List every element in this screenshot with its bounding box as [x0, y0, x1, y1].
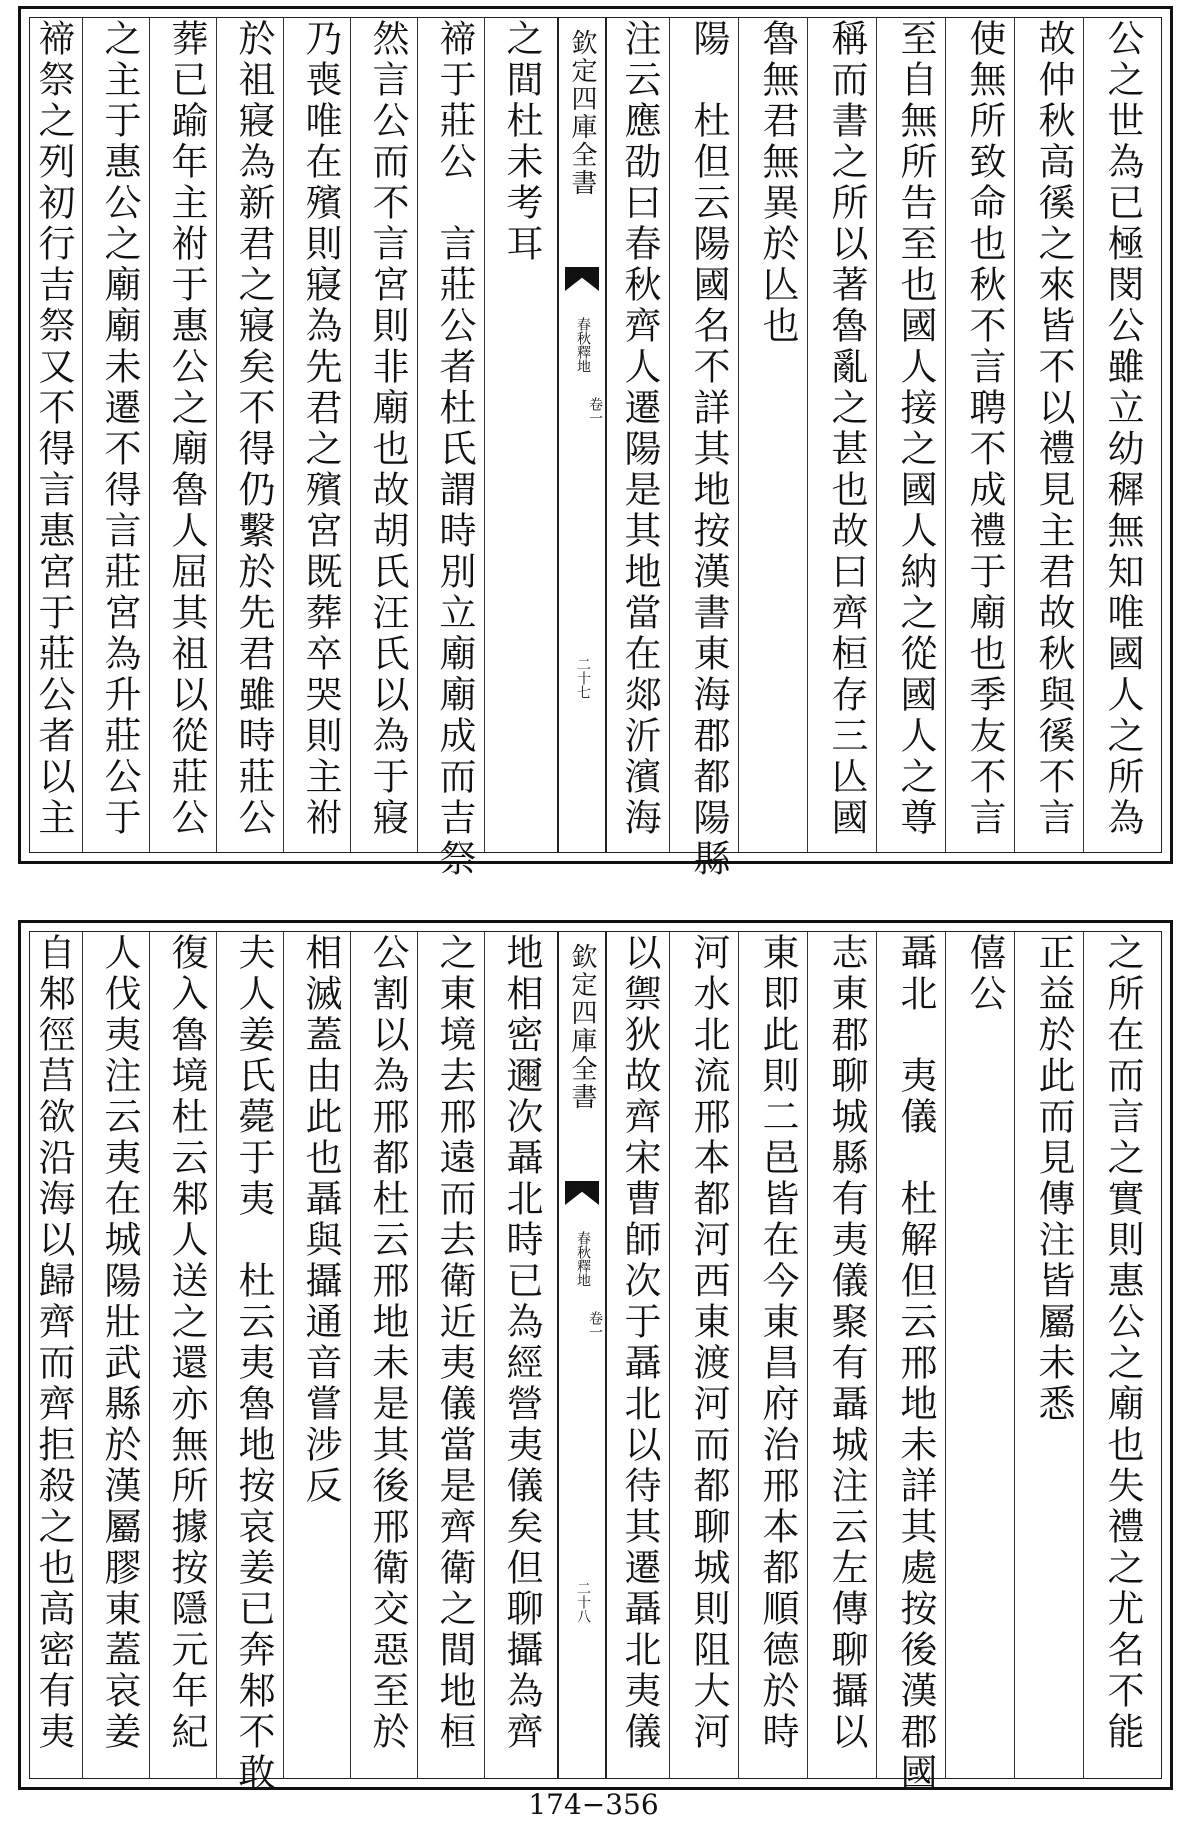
text-column: 魯無君無異於亾也 — [756, 19, 799, 347]
bottom-right-col-5 — [816, 933, 876, 1777]
bottom-right-col-6 — [747, 933, 807, 1777]
fishtail-mark — [565, 267, 599, 291]
column-rule — [876, 17, 877, 853]
page-number: 174−356 — [528, 1788, 659, 1821]
bottom-right-col-2 — [1023, 933, 1083, 1777]
text-column: 公之世為已極閔公雖立幼穉無知唯國人之所為 — [1101, 19, 1144, 839]
top-right-col-5 — [816, 19, 876, 851]
bottom-right-col-3 — [954, 933, 1014, 1777]
column-rule — [669, 931, 670, 1779]
top-left-col-4 — [290, 19, 350, 851]
text-column: 自邾徑莒欲沿海以歸齊而齊拒殺之也高密有夷 — [32, 933, 75, 1753]
bottom-left-col-4 — [290, 933, 350, 1777]
text-column: 東即此則二邑皆在今東昌府治邢本都順德於時 — [756, 933, 799, 1753]
top-right-col-4 — [885, 19, 945, 851]
center-title: 欽定四庫全書 — [567, 29, 597, 197]
text-column: 於祖寢為新君之寢矣不得仍繫於先君雖時莊公 — [232, 19, 275, 839]
text-column: 僖公 — [963, 933, 1006, 1015]
text-column: 人伐夷注云夷在城陽壯武縣於漢屬膠東蓋哀姜 — [98, 933, 141, 1753]
column-rule — [738, 931, 739, 1779]
text-column: 禘于莊公 言莊公者杜氏謂時別立廟廟成而吉祭 — [433, 19, 476, 880]
text-column: 聶北 夷儀 杜解但云邢地未詳其處按後漢郡國 — [894, 933, 937, 1794]
text-column: 注云應劭曰春秋齊人遷陽是其地當在郯沂濱海 — [618, 19, 661, 839]
column-rule — [216, 931, 217, 1779]
text-column: 相滅蓋由此也聶與攝通音嘗涉反 — [299, 933, 342, 1507]
top-right-col-8 — [609, 19, 669, 851]
center-title: 欽定四庫全書 — [567, 943, 597, 1111]
bottom-page-panel — [18, 920, 1173, 1794]
bottom-center-strip — [557, 931, 607, 1779]
column-rule — [945, 17, 946, 853]
folio-number: 二十七 — [575, 657, 591, 699]
bottom-left-col-8 — [23, 933, 83, 1777]
column-rule — [484, 17, 485, 853]
text-column: 河水北流邢本都河西東渡河而都聊城則阻大河 — [687, 933, 730, 1753]
top-left-col-8 — [23, 19, 83, 851]
column-rule — [350, 17, 351, 853]
column-rule — [945, 931, 946, 1779]
bottom-left-col-2 — [424, 933, 484, 1777]
text-column: 然言公而不言宮則非廟也故胡氏汪氏以為于寢 — [366, 19, 409, 839]
bottom-left-col-1 — [491, 933, 551, 1777]
bottom-left-col-7 — [89, 933, 149, 1777]
text-column: 故仲秋高徯之來皆不以禮見主君故秋與徯不言 — [1032, 19, 1075, 839]
column-rule — [669, 17, 670, 853]
top-right-col-2 — [1023, 19, 1083, 851]
text-column: 地相密邇次聶北時已為經營夷儀矣但聊攝為齊 — [500, 933, 543, 1753]
column-rule — [149, 931, 150, 1779]
top-page-panel — [18, 6, 1173, 880]
bottom-right-col-4 — [885, 933, 945, 1794]
text-column: 至自無所告至也國人接之國人納之從國人之尊 — [894, 19, 937, 839]
column-rule — [283, 17, 284, 853]
column-rule — [417, 17, 418, 853]
text-column: 正益於此而見傳注皆屬未悉 — [1032, 933, 1075, 1425]
column-rule — [1083, 17, 1084, 853]
text-column: 公割以為邢都杜云邢地未是其後邢衛交惡至於 — [366, 933, 409, 1753]
text-column: 志東郡聊城縣有夷儀聚有聶城注云左傳聊攝以 — [825, 933, 868, 1753]
top-right-col-7 — [678, 19, 738, 880]
column-rule — [738, 17, 739, 853]
top-center-strip — [557, 17, 607, 853]
column-rule — [350, 931, 351, 1779]
bottom-left-col-5 — [223, 933, 283, 1794]
text-column: 禘祭之列初行吉祭又不得言惠宮于莊公者以主 — [32, 19, 75, 839]
top-right-col-1 — [1092, 19, 1152, 851]
top-left-col-7 — [89, 19, 149, 851]
column-rule — [1014, 17, 1015, 853]
column-rule — [876, 931, 877, 1779]
text-column: 葬已踰年主祔于惠公之廟魯人屈其祖以從莊公 — [165, 19, 208, 839]
book-title: 春秋釋地 — [575, 1231, 591, 1287]
column-rule — [1014, 931, 1015, 1779]
column-rule — [807, 931, 808, 1779]
bottom-left-col-6 — [156, 933, 216, 1777]
text-column: 復入魯境杜云邾人送之還亦無所據按隱元年紀 — [165, 933, 208, 1753]
top-left-col-3 — [357, 19, 417, 851]
column-rule — [807, 17, 808, 853]
top-right-col-3 — [954, 19, 1014, 851]
column-rule — [216, 17, 217, 853]
fishtail-mark — [565, 1181, 599, 1205]
bottom-left-col-3 — [357, 933, 417, 1777]
column-rule — [484, 931, 485, 1779]
book-title: 春秋釋地 — [575, 317, 591, 373]
text-column: 之所在而言之實則惠公之廟也失禮之尤名不能 — [1101, 933, 1144, 1753]
column-rule — [417, 931, 418, 1779]
top-left-col-5 — [223, 19, 283, 851]
top-right-col-6 — [747, 19, 807, 851]
column-rule — [283, 931, 284, 1779]
top-left-col-1 — [491, 19, 551, 851]
bottom-right-col-7 — [678, 933, 738, 1777]
bottom-right-col-1 — [1092, 933, 1152, 1777]
top-left-col-2 — [424, 19, 484, 880]
text-column: 陽 杜但云陽國名不詳其地按漢書東海郡都陽縣 — [687, 19, 730, 880]
text-column: 乃喪唯在殯則寢為先君之殯宮既葬卒哭則主祔 — [299, 19, 342, 839]
volume-label: 卷一 — [587, 397, 603, 425]
text-column: 夫人姜氏薨于夷 杜云夷魯地按哀姜已奔邾不敢 — [232, 933, 275, 1794]
text-column: 以禦狄故齊宋曹師次于聶北以待其遷聶北夷儀 — [618, 933, 661, 1753]
text-column: 之主于惠公之廟廟未遷不得言莊宮為升莊公于 — [98, 19, 141, 839]
column-rule — [149, 17, 150, 853]
top-left-col-6 — [156, 19, 216, 851]
text-column: 之東境去邢遠而去衛近夷儀當是齊衛之間地桓 — [433, 933, 476, 1753]
folio-number: 二十八 — [575, 1581, 591, 1623]
text-column: 之間杜未考耳 — [500, 19, 543, 265]
bottom-right-col-8 — [609, 933, 669, 1777]
column-rule — [1083, 931, 1084, 1779]
text-column: 使無所致命也秋不言聘不成禮于廟也季友不言 — [963, 19, 1006, 839]
text-column: 稱而書之所以著魯亂之甚也故曰齊桓存三亾國 — [825, 19, 868, 839]
volume-label: 卷一 — [587, 1311, 603, 1339]
